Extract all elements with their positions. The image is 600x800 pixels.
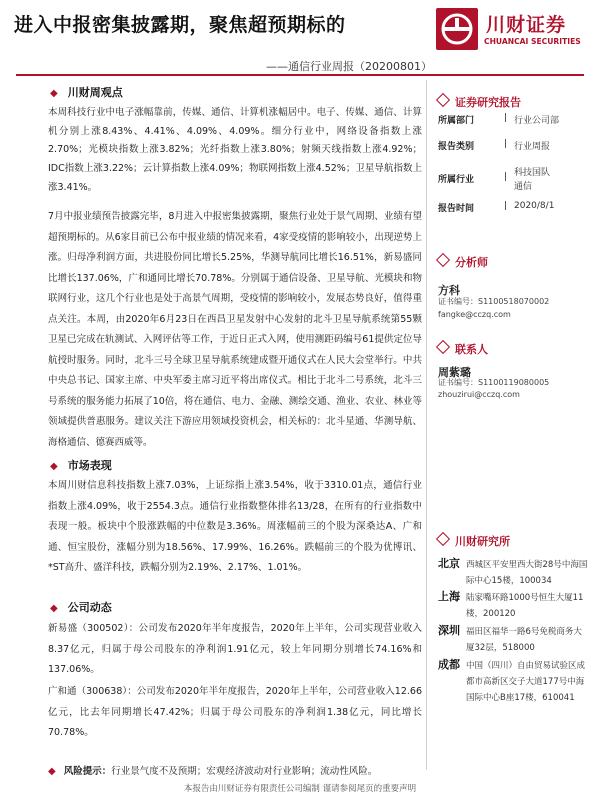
diamond-marker-icon bbox=[436, 532, 450, 546]
contact-cert: 证书编号：S1100119080005 bbox=[438, 378, 550, 387]
section-market-heading: ◆ 市场表现 bbox=[50, 459, 112, 472]
company-para2: 广和通（300638）：公司发布2020年半年度报告，2020年上半年，公司营业收入12.66亿元，比去年同期增长47.42%；归属于母公司股东的净利润1.38亿元，同比增长70.78%。 bbox=[48, 686, 422, 738]
section-company-heading: ◆ 公司动态 bbox=[50, 601, 112, 614]
header-divider bbox=[16, 74, 584, 76]
analyst-cert: 证书编号：S1100518070002 bbox=[438, 297, 550, 306]
diamond-bullet-icon: ◆ bbox=[50, 461, 58, 472]
report-subtitle: ——通信行业周报（20200801） bbox=[266, 60, 432, 73]
page-footer: 本报告由川财证券有限责任公司编制 谨请参阅尾页的重要声明 bbox=[183, 784, 417, 794]
sidebar-report-title: 证券研究报告 bbox=[438, 94, 521, 110]
market-para: 本周川财信息科技指数上涨7.03%，上证综指上涨3.54%，收于3310.01点，通信行业指数上涨4.09%，收于2554.3点。通信行业指数整体排名13/28，在所有的行业指数中表现一般。板块中个股涨跌幅的中位数是3.36%。周涨幅前三的个股为深桑达A、广和通、恒宝股份，涨幅分别为18.56%、17.99%、16.26%。跌幅前三的个股为优博讯、*ST高升、盛洋科技，跌幅分别为2.19%、2.17%、1.01%。 bbox=[48, 480, 422, 573]
diamond-marker-icon bbox=[436, 253, 450, 267]
office-city-chengdu: 成都 bbox=[438, 658, 460, 671]
sidebar-contact-title: 联系人 bbox=[438, 341, 488, 357]
sidebar-research-title: 川财研究所 bbox=[438, 533, 510, 549]
contact-email[interactable]: zhouzirui@cczq.com bbox=[438, 390, 520, 399]
logo-name-en: CHUANCAI SECURITIES bbox=[484, 37, 581, 46]
analyst-email[interactable]: fangke@cczq.com bbox=[438, 310, 511, 319]
office-address-chengdu: 中国（四川）自由贸易试验区成都市高新区交子大道177号中海国际中心B座17楼，610041 bbox=[466, 661, 586, 703]
report-title: 进入中报密集披露期，聚焦超预期标的 bbox=[14, 14, 346, 36]
weekly-view-para2: 7月中报业绩预告披露完毕，8月进入中报密集披露期，聚焦行业处于景气周期、业绩有望超预期标的。从6家目前已公布中报业绩的情况来看，4家受疫情的影响较小，出现逆势上涨。归母净利润方面，共进股份同比增长5.25%，华测导航同比增长16.51%，新易盛同比增长137.06%，广和通同比增长70.78%。分别属于通信设备、卫星导航、光模块和物联网行业，这几个行业也是处于高景气周期，受疫情的影响较小，发展态势良好，值得重点关注。本周，由2020年6月23日在西昌卫星发射中心发射的北斗卫星导航系统第55颗卫星已完成在轨测试、入网评估等工作，于近日正式入网，使用测距码编号61提供定位导航授时服务。同时，北斗三号全球卫星导航系统建成暨开通仪式在人民大会堂举行。中共中央总书记、国家主席、中央军委主席习近平将出席仪式。相比于北斗二号系统，北斗三号系统的服务能力拓展了10倍，将在通信、电力、金融、测绘交通、渔业、农业、林业等领域提供普惠服务。建议关注下游应用领域投资机会，相关标的：北斗星通、华测导航、海格通信、德赛西威等。 bbox=[48, 211, 422, 448]
analyst-name: 方科 bbox=[438, 284, 460, 297]
diamond-bullet-icon: ◆ bbox=[48, 766, 56, 777]
diamond-bullet-icon: ◆ bbox=[50, 603, 58, 614]
column-divider bbox=[426, 80, 427, 770]
office-city-shanghai: 上海 bbox=[438, 590, 460, 603]
chuancai-logo-icon bbox=[436, 8, 478, 50]
diamond-marker-icon bbox=[436, 93, 450, 107]
diamond-bullet-icon: ◆ bbox=[50, 88, 58, 99]
weekly-view-para1: 本周科技行业中电子涨幅靠前，传媒、通信、计算机涨幅居中。电子、传媒、通信、计算机分别上涨8.43%、4.41%、4.09%、4.09%。细分行业中，网络设备指数上涨2.70%；光模块指数上涨3.82%；光纤指数上涨3.80%；射频天线指数上涨4.92%；IDC指数上涨3.22%；云计算指数上涨4.09%；物联网指数上涨4.52%；卫星导航指数上涨3.41%。 bbox=[48, 107, 422, 193]
diamond-marker-icon bbox=[436, 340, 450, 354]
company-para1: 新易盛（300502）：公司发布2020年半年度报告，2020年上半年，公司实现营业收入8.37亿元，归属于母公司股东的净利润1.91亿元，较上年同期分别增长74.16%和137.06%。 bbox=[48, 623, 422, 675]
contact-name: 周紫璐 bbox=[438, 366, 471, 379]
logo-name-cn: 川财证券 bbox=[486, 14, 567, 36]
office-city-beijing: 北京 bbox=[438, 557, 460, 570]
office-address-beijing: 西城区平安里西大街28号中海国际中心15楼，100034 bbox=[466, 560, 588, 586]
sidebar-analyst-title: 分析师 bbox=[438, 254, 488, 270]
office-address-shenzhen: 福田区福华一路6号免税商务大厦32层，518000 bbox=[466, 627, 582, 653]
section-weekly-view-heading: ◆ 川财周观点 bbox=[50, 86, 123, 99]
risk-warning: ◆ 风险提示：行业景气度不及预期；宏观经济波动对行业影响；流动性风险。 bbox=[48, 766, 378, 777]
office-address-shanghai: 陆家嘴环路1000号恒生大厦11楼，200120 bbox=[466, 593, 584, 619]
office-city-shenzhen: 深圳 bbox=[438, 624, 460, 637]
